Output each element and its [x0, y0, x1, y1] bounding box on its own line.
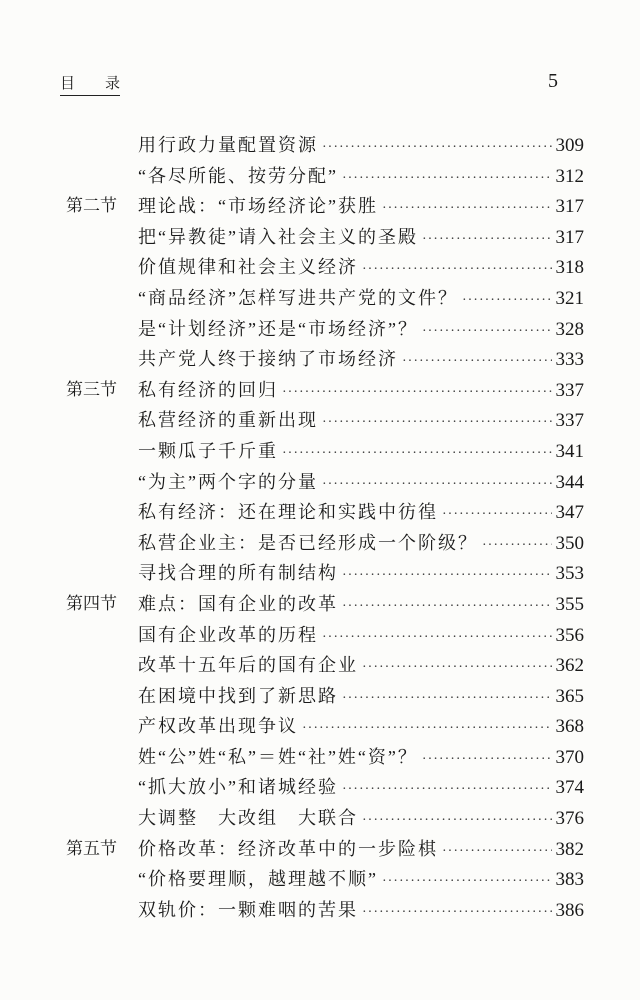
dot-leader	[362, 899, 552, 927]
entry-page: 309	[555, 135, 584, 156]
entry-title: 寻找合理的所有制结构	[138, 563, 338, 584]
entry-title: “商品经济”怎样写进共产党的文件？	[138, 287, 458, 308]
section-label: 第四节	[66, 593, 117, 613]
section-label: 第五节	[66, 838, 117, 858]
toc-entry	[0, 682, 640, 713]
entry-page: 321	[555, 287, 584, 309]
header-char-2: 录	[104, 76, 120, 92]
entry-title: 私营企业主：是否已经形成一个阶级？	[138, 532, 478, 553]
dot-leader	[402, 348, 552, 376]
entry-title: 双轨价：一颗难咽的苦果	[138, 899, 358, 920]
entry-title: 在困境中找到了新思路	[138, 685, 338, 706]
dot-leader	[382, 195, 552, 223]
entry-page: 382	[555, 838, 584, 860]
entry-title: 把“异教徒”请入社会主义的圣殿	[138, 226, 418, 247]
entry-title: 姓“公”姓“私”＝姓“社”姓“资”？	[138, 746, 418, 767]
toc-entry-line	[138, 835, 584, 866]
dot-leader	[342, 776, 552, 804]
dot-leader	[362, 654, 552, 682]
entry-title: 价格改革：经济改革中的一步险棋	[138, 838, 438, 859]
toc-entry	[0, 804, 640, 835]
toc-entry-line	[138, 773, 584, 804]
entry-title: 共产党人终于接纳了市场经济	[138, 349, 398, 370]
toc-entry	[0, 896, 640, 927]
toc-entry	[0, 835, 640, 866]
entry-page: 312	[555, 165, 584, 187]
dot-leader	[322, 624, 552, 652]
entry-title: 改革十五年后的国有企业	[138, 655, 358, 676]
toc-entry	[0, 406, 640, 437]
entry-page: 376	[555, 808, 584, 830]
entry-page: 383	[555, 869, 584, 891]
toc-entry-line	[138, 498, 584, 529]
entry-title: 私有经济的回归	[138, 379, 278, 400]
toc-entry	[0, 498, 640, 529]
toc-entry-line	[138, 406, 584, 437]
entry-page: 337	[555, 379, 584, 401]
dot-leader	[462, 287, 552, 315]
toc-entry	[0, 651, 640, 682]
dot-leader	[422, 226, 552, 254]
header-char-1: 目	[60, 76, 76, 92]
entry-page: 317	[555, 196, 584, 218]
entry-page: 356	[555, 624, 584, 646]
entry-page: 333	[555, 349, 584, 371]
entry-title: “抓大放小”和诸城经验	[138, 777, 338, 798]
dot-leader	[442, 838, 552, 866]
toc-entry-line	[138, 621, 584, 652]
toc-entry	[0, 712, 640, 743]
toc-entry	[0, 376, 640, 407]
toc-entry-line	[138, 559, 584, 590]
toc-entry	[0, 131, 640, 162]
toc-entry	[0, 743, 640, 774]
entry-title: 是“计划经济”还是“市场经济”？	[138, 318, 418, 339]
toc-entry-line	[138, 192, 584, 223]
entry-page: 362	[555, 655, 584, 677]
dot-leader	[342, 593, 552, 621]
dot-leader	[342, 165, 552, 193]
toc-entry-line	[138, 376, 584, 407]
toc-entry	[0, 192, 640, 223]
toc-entry-line	[138, 743, 584, 774]
page-number: 5	[548, 70, 558, 92]
dot-leader	[362, 807, 552, 835]
toc-entry	[0, 621, 640, 652]
toc-entry-line	[138, 284, 584, 315]
entry-page: 353	[555, 563, 584, 585]
toc-entry-line	[138, 223, 584, 254]
toc-entry	[0, 865, 640, 896]
toc-entry-line	[138, 437, 584, 468]
dot-leader	[422, 746, 552, 774]
toc-entry-line	[138, 345, 584, 376]
dot-leader	[422, 318, 552, 346]
entry-title: “为主”两个字的分量	[138, 471, 318, 492]
entry-page: 341	[555, 440, 584, 462]
toc-entry	[0, 773, 640, 804]
entry-page: 368	[555, 716, 584, 738]
entry-page: 374	[555, 777, 584, 799]
entry-page: 337	[555, 410, 584, 432]
toc-entry-line	[138, 131, 584, 162]
toc-entry-line	[138, 865, 584, 896]
table-of-contents	[0, 131, 640, 926]
entry-title: 产权改革出现争议	[138, 716, 298, 737]
toc-entry	[0, 468, 640, 499]
toc-entry	[0, 590, 640, 621]
entry-title: 国有企业改革的历程	[138, 624, 318, 645]
entry-title: 大调整 大改组 大联合	[138, 808, 358, 829]
dot-leader	[282, 440, 552, 468]
toc-entry	[0, 315, 640, 346]
entry-title: 理论战：“市场经济论”获胜	[138, 196, 378, 217]
dot-leader	[282, 379, 552, 407]
entry-page: 370	[555, 746, 584, 768]
toc-entry-line	[138, 162, 584, 193]
toc-entry-line	[138, 712, 584, 743]
entry-title: 私营经济的重新出现	[138, 410, 318, 431]
dot-leader	[322, 134, 552, 162]
dot-leader	[342, 685, 552, 713]
entry-title: 一颗瓜子千斤重	[138, 440, 278, 461]
toc-entry-line	[138, 651, 584, 682]
dot-leader	[322, 471, 552, 499]
toc-entry-line	[138, 253, 584, 284]
entry-title: 难点：国有企业的改革	[138, 593, 338, 614]
toc-entry-line	[138, 590, 584, 621]
toc-entry	[0, 529, 640, 560]
entry-page: 344	[555, 471, 584, 493]
dot-leader	[302, 715, 552, 743]
entry-page: 365	[555, 685, 584, 707]
toc-entry	[0, 284, 640, 315]
toc-entry	[0, 223, 640, 254]
entry-title: 私有经济：还在理论和实践中彷徨	[138, 502, 438, 523]
entry-page: 317	[555, 226, 584, 248]
dot-leader	[342, 562, 552, 590]
section-label: 第三节	[66, 379, 117, 399]
toc-entry-line	[138, 682, 584, 713]
dot-leader	[482, 532, 552, 560]
section-label: 第二节	[66, 196, 117, 216]
entry-page: 328	[555, 318, 584, 340]
toc-entry	[0, 559, 640, 590]
entry-page: 350	[555, 532, 584, 554]
entry-title: 价值规律和社会主义经济	[138, 257, 358, 278]
toc-entry	[0, 345, 640, 376]
toc-entry-line	[138, 468, 584, 499]
dot-leader	[442, 501, 552, 529]
toc-entry	[0, 253, 640, 284]
entry-page: 355	[555, 593, 584, 615]
dot-leader	[322, 409, 552, 437]
toc-entry	[0, 162, 640, 193]
toc-entry	[0, 437, 640, 468]
toc-entry-line	[138, 896, 584, 927]
entry-page: 318	[555, 257, 584, 279]
entry-title: “价格要理顺，越理越不顺”	[138, 869, 378, 890]
toc-entry-line	[138, 804, 584, 835]
dot-leader	[362, 256, 552, 284]
entry-title: 用行政力量配置资源	[138, 135, 318, 155]
toc-entry-line	[138, 315, 584, 346]
toc-entry-line	[138, 529, 584, 560]
entry-title: “各尽所能、按劳分配”	[138, 165, 338, 186]
running-header-contents	[60, 72, 120, 96]
entry-page: 347	[555, 502, 584, 524]
entry-page: 386	[555, 899, 584, 921]
dot-leader	[382, 868, 552, 896]
